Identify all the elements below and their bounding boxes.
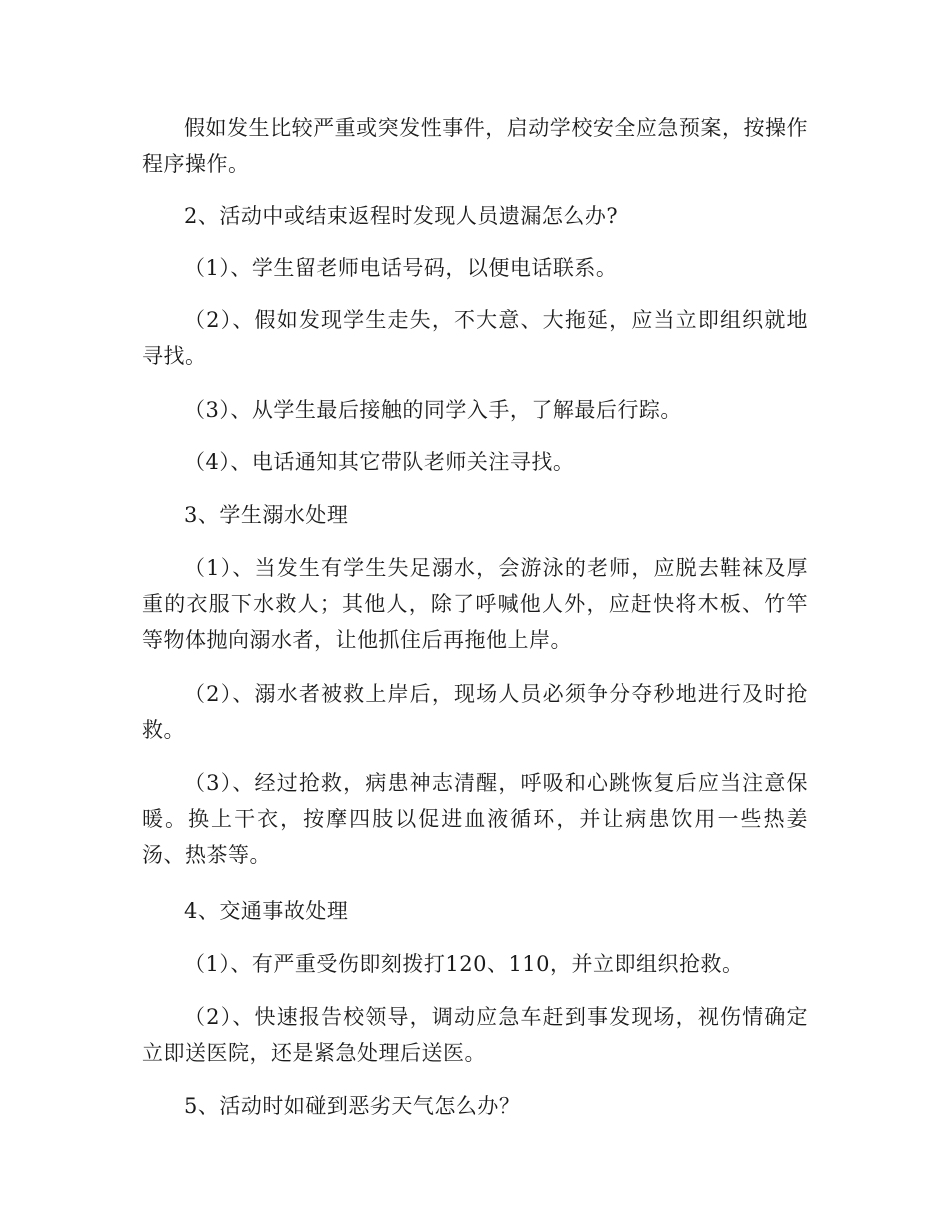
- paragraph-missing-3: （3）、从学生最后接触的同学入手，了解最后行踪。: [184, 398, 682, 422]
- paragraph-missing-1: （1）、学生留老师电话号码，以便电话联系。: [184, 256, 618, 280]
- paragraph-drowning-1: （1）、当发生有学生失足溺水，会游泳的老师，应脱去鞋袜及厚重的衣服下水救人；其他人，除了呼喊他人外，应赶快将木板、竹竿等物体抛向溺水者，让他抓住后再拖他上岸。: [142, 556, 808, 652]
- paragraph-traffic-2: （2）、快速报告校领导，调动应急车赶到事发现场，视伤情确定立即送医院，还是紧急处理后送医。: [142, 1005, 808, 1065]
- heading-traffic-accident: 4、交通事故处理: [184, 899, 349, 923]
- paragraph-drowning-2: （2）、溺水者被救上岸后，现场人员必须争分夺秒地进行及时抢救。: [142, 682, 808, 742]
- paragraph-drowning-3: （3）、经过抢救，病患神志清醒，呼吸和心跳恢复后应当注意保暖。换上干衣，按摩四肢以促进血液循环，并让病患饮用一些热姜汤、热茶等。: [142, 771, 808, 867]
- paragraph-traffic-1: （1）、有严重受伤即刻拨打120、110，并立即组织抢救。: [184, 952, 744, 976]
- heading-missing-person: 2、活动中或结束返程时发现人员遗漏怎么办?: [184, 204, 619, 228]
- paragraph-missing-2: （2）、假如发现学生走失，不大意、大拖延，应当立即组织就地寻找。: [142, 308, 808, 368]
- heading-drowning: 3、学生溺水处理: [184, 503, 349, 527]
- paragraph-missing-4: （4）、电话通知其它带队老师关注寻找。: [184, 450, 575, 474]
- heading-bad-weather: 5、活动时如碰到恶劣天气怎么办？: [184, 1094, 521, 1118]
- paragraph-emergency-plan: 假如发生比较严重或突发性事件，启动学校安全应急预案，按操作程序操作。: [142, 116, 808, 176]
